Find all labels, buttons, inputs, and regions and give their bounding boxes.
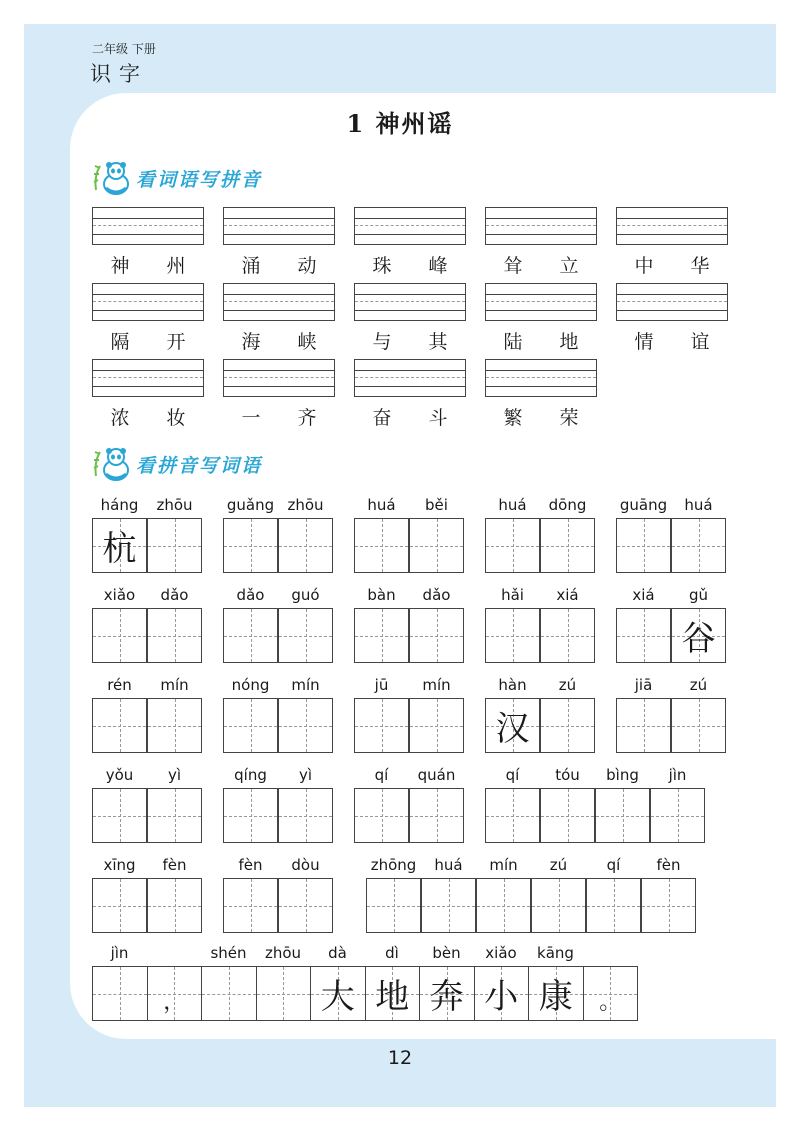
word-char: 峡	[297, 331, 317, 353]
given-character: 奔	[429, 977, 464, 1017]
pinyin-text: huá	[367, 496, 396, 514]
pinyin-text: xīng	[103, 856, 136, 874]
character-cell[interactable]	[147, 878, 202, 933]
word-char: 一	[241, 407, 261, 429]
pinyin-answer-box[interactable]	[485, 283, 597, 321]
pinyin-text: huá	[684, 496, 713, 514]
lesson-title: 1 神州谣	[346, 109, 454, 138]
pinyin-text: bàn	[367, 586, 396, 604]
pinyin-text: qíng	[234, 766, 267, 784]
pinyin-text: fèn	[656, 856, 681, 874]
pinyin-answer-box[interactable]	[92, 283, 204, 321]
character-cell[interactable]	[528, 966, 584, 1021]
pinyin-answer-box[interactable]	[354, 283, 466, 321]
character-cell[interactable]	[92, 966, 148, 1021]
character-cell[interactable]	[485, 788, 540, 843]
word-label	[223, 403, 335, 430]
section-1-title: 看词语写拼音	[136, 168, 263, 191]
pinyin-text: rén	[107, 676, 132, 694]
pinyin-text: qí	[505, 766, 520, 784]
pinyin-answer-box[interactable]	[354, 359, 466, 397]
character-cell[interactable]	[278, 608, 333, 663]
character-cell[interactable]	[531, 878, 586, 933]
pinyin-text: xiǎo	[485, 944, 517, 962]
pinyin-text: dòu	[291, 856, 320, 874]
word-label	[354, 251, 466, 278]
pinyin-text: guó	[291, 586, 320, 604]
word-label	[92, 327, 204, 354]
word-char: 奋	[372, 407, 392, 429]
character-cell[interactable]	[366, 878, 421, 933]
character-cell[interactable]	[409, 608, 464, 663]
panda-icon	[92, 444, 134, 484]
unit-label: 识字	[90, 62, 148, 86]
character-cell[interactable]	[595, 788, 650, 843]
character-cell[interactable]	[201, 966, 257, 1021]
pinyin-text: huá	[434, 856, 463, 874]
pinyin-text: hǎi	[501, 586, 524, 604]
character-cell[interactable]	[485, 698, 540, 753]
pinyin-answer-box[interactable]	[354, 207, 466, 245]
word-char: 其	[428, 331, 448, 353]
pinyin-text: kāng	[537, 944, 574, 962]
word-char: 陆	[503, 331, 523, 353]
pinyin-text: qí	[606, 856, 621, 874]
character-cell[interactable]	[540, 608, 595, 663]
character-cell[interactable]	[485, 518, 540, 573]
character-cell[interactable]	[147, 966, 203, 1021]
character-cell[interactable]	[586, 878, 641, 933]
character-cell[interactable]	[256, 966, 312, 1021]
character-cell[interactable]	[540, 698, 595, 753]
word-char: 与	[372, 331, 392, 353]
given-character: 谷	[681, 619, 716, 659]
word-label	[354, 327, 466, 354]
pinyin-text: jìn	[110, 944, 129, 962]
character-cell[interactable]	[223, 608, 278, 663]
pinyin-text: guǎng	[226, 496, 275, 514]
word-label	[92, 251, 204, 278]
pinyin-text: mín	[160, 676, 189, 694]
character-cell[interactable]	[147, 608, 202, 663]
word-char: 动	[297, 255, 317, 277]
pinyin-text: qí	[374, 766, 389, 784]
word-label	[616, 327, 728, 354]
character-cell[interactable]	[641, 878, 696, 933]
pinyin-answer-box[interactable]	[223, 359, 335, 397]
pinyin-text: dǎo	[422, 586, 451, 604]
word-label	[616, 251, 728, 278]
character-cell[interactable]	[354, 788, 409, 843]
word-char: 华	[690, 255, 710, 277]
character-cell[interactable]	[616, 518, 671, 573]
character-cell[interactable]	[92, 608, 147, 663]
pinyin-text: huá	[498, 496, 527, 514]
character-cell[interactable]	[365, 966, 421, 1021]
character-cell[interactable]	[310, 966, 366, 1021]
word-char: 涌	[241, 255, 261, 277]
character-cell[interactable]	[354, 518, 409, 573]
pinyin-text: dà	[328, 944, 347, 962]
character-cell[interactable]	[671, 608, 726, 663]
pinyin-answer-box[interactable]	[485, 207, 597, 245]
word-char: 神	[110, 255, 130, 277]
pinyin-text: yǒu	[105, 766, 134, 784]
given-character: 康	[538, 977, 573, 1017]
character-cell[interactable]	[278, 698, 333, 753]
grade-label: 二年级 下册	[92, 42, 156, 56]
pinyin-text: shén	[210, 944, 247, 962]
pinyin-text: xiǎo	[103, 586, 136, 604]
section-2-title: 看拼音写词语	[136, 454, 263, 477]
page-number: 12	[387, 1047, 413, 1069]
word-char: 隔	[110, 331, 130, 353]
pinyin-text: zhōu	[287, 496, 324, 514]
pinyin-text: zú	[549, 856, 568, 874]
pinyin-text: zhōu	[156, 496, 193, 514]
character-cell[interactable]	[671, 518, 726, 573]
pinyin-answer-box[interactable]	[616, 283, 728, 321]
pinyin-text: zú	[558, 676, 577, 694]
pinyin-text: zú	[689, 676, 708, 694]
pinyin-text: yì	[298, 766, 313, 784]
character-cell[interactable]	[671, 698, 726, 753]
word-char: 浓	[110, 407, 130, 429]
pinyin-text: quán	[417, 766, 456, 784]
pinyin-text: xiá	[556, 586, 579, 604]
pinyin-text: gǔ	[688, 586, 709, 604]
character-cell[interactable]	[476, 878, 531, 933]
character-cell[interactable]	[409, 698, 464, 753]
pinyin-text: mín	[422, 676, 451, 694]
word-label	[223, 251, 335, 278]
pinyin-text: fèn	[238, 856, 263, 874]
character-cell[interactable]	[354, 698, 409, 753]
section-2-header	[92, 444, 262, 484]
pinyin-answer-box[interactable]	[92, 207, 204, 245]
pinyin-text: zhōng	[370, 856, 417, 874]
pinyin-text: háng	[100, 496, 139, 514]
word-char: 地	[559, 331, 579, 353]
pinyin-text: hàn	[498, 676, 527, 694]
given-character: 地	[375, 977, 410, 1017]
word-label	[92, 403, 204, 430]
character-cell[interactable]	[92, 518, 147, 573]
character-cell[interactable]	[354, 608, 409, 663]
character-cell[interactable]	[223, 788, 278, 843]
character-cell[interactable]	[147, 788, 202, 843]
pinyin-answer-box[interactable]	[92, 359, 204, 397]
given-character: 杭	[102, 529, 137, 569]
word-char: 立	[559, 255, 579, 277]
word-label	[223, 327, 335, 354]
character-cell[interactable]	[419, 966, 475, 1021]
word-label	[354, 403, 466, 430]
pinyin-answer-box[interactable]	[223, 207, 335, 245]
pinyin-text: dǎo	[236, 586, 265, 604]
character-cell[interactable]	[540, 518, 595, 573]
section-1-header	[92, 158, 262, 198]
character-cell[interactable]	[616, 698, 671, 753]
character-cell[interactable]	[92, 698, 147, 753]
character-cell[interactable]	[650, 788, 705, 843]
pinyin-text: guāng	[619, 496, 668, 514]
character-cell[interactable]	[223, 518, 278, 573]
pinyin-text: nóng	[231, 676, 270, 694]
pinyin-text: zhōu	[264, 944, 302, 962]
given-character: 大	[320, 977, 355, 1017]
given-character: 汉	[495, 709, 530, 749]
character-cell[interactable]	[92, 878, 147, 933]
character-cell[interactable]	[421, 878, 476, 933]
word-char: 齐	[297, 407, 317, 429]
word-char: 珠	[372, 255, 392, 277]
character-cell[interactable]	[583, 966, 639, 1021]
punctuation: ，	[163, 990, 186, 1015]
character-cell[interactable]	[616, 608, 671, 663]
word-char: 谊	[690, 331, 710, 353]
character-cell[interactable]	[147, 698, 202, 753]
character-cell[interactable]	[278, 788, 333, 843]
pinyin-text: jiā	[634, 676, 653, 694]
word-char: 开	[166, 331, 186, 353]
word-char: 斗	[428, 407, 448, 429]
pinyin-text: mín	[291, 676, 320, 694]
pinyin-answer-box[interactable]	[485, 359, 597, 397]
pinyin-text: fèn	[162, 856, 187, 874]
word-char: 情	[634, 331, 654, 353]
character-cell[interactable]	[223, 878, 278, 933]
character-cell[interactable]	[147, 518, 202, 573]
word-char: 荣	[559, 407, 579, 429]
word-char: 州	[166, 255, 186, 277]
word-char: 中	[634, 255, 654, 277]
pinyin-answer-box[interactable]	[223, 283, 335, 321]
pinyin-text: dǎo	[160, 586, 189, 604]
character-cell[interactable]	[223, 698, 278, 753]
pinyin-text: bìng	[606, 766, 639, 784]
character-cell[interactable]	[278, 878, 333, 933]
given-character: 小	[484, 977, 519, 1017]
pinyin-text: mín	[489, 856, 518, 874]
character-cell[interactable]	[540, 788, 595, 843]
pinyin-text: dì	[385, 944, 399, 962]
word-char: 耸	[503, 255, 523, 277]
pinyin-text: yì	[167, 766, 182, 784]
pinyin-text: jū	[374, 676, 389, 694]
character-cell[interactable]	[92, 788, 147, 843]
pinyin-answer-box[interactable]	[616, 207, 728, 245]
word-label	[485, 403, 597, 430]
character-cell[interactable]	[409, 518, 464, 573]
pinyin-text: dōng	[548, 496, 587, 514]
character-cell[interactable]	[474, 966, 530, 1021]
pinyin-text: tóu	[555, 766, 580, 784]
word-char: 繁	[503, 407, 523, 429]
pinyin-text: běi	[425, 496, 448, 514]
character-cell[interactable]	[485, 608, 540, 663]
character-cell[interactable]	[409, 788, 464, 843]
punctuation: 。	[599, 990, 622, 1015]
word-char: 妆	[166, 407, 186, 429]
word-char: 海	[241, 331, 261, 353]
character-cell[interactable]	[278, 518, 333, 573]
pinyin-text: bèn	[432, 944, 461, 962]
panda-icon	[92, 158, 134, 198]
word-label	[485, 251, 597, 278]
word-char: 峰	[428, 255, 448, 277]
pinyin-text: xiá	[632, 586, 655, 604]
pinyin-text: jìn	[668, 766, 687, 784]
word-label	[485, 327, 597, 354]
